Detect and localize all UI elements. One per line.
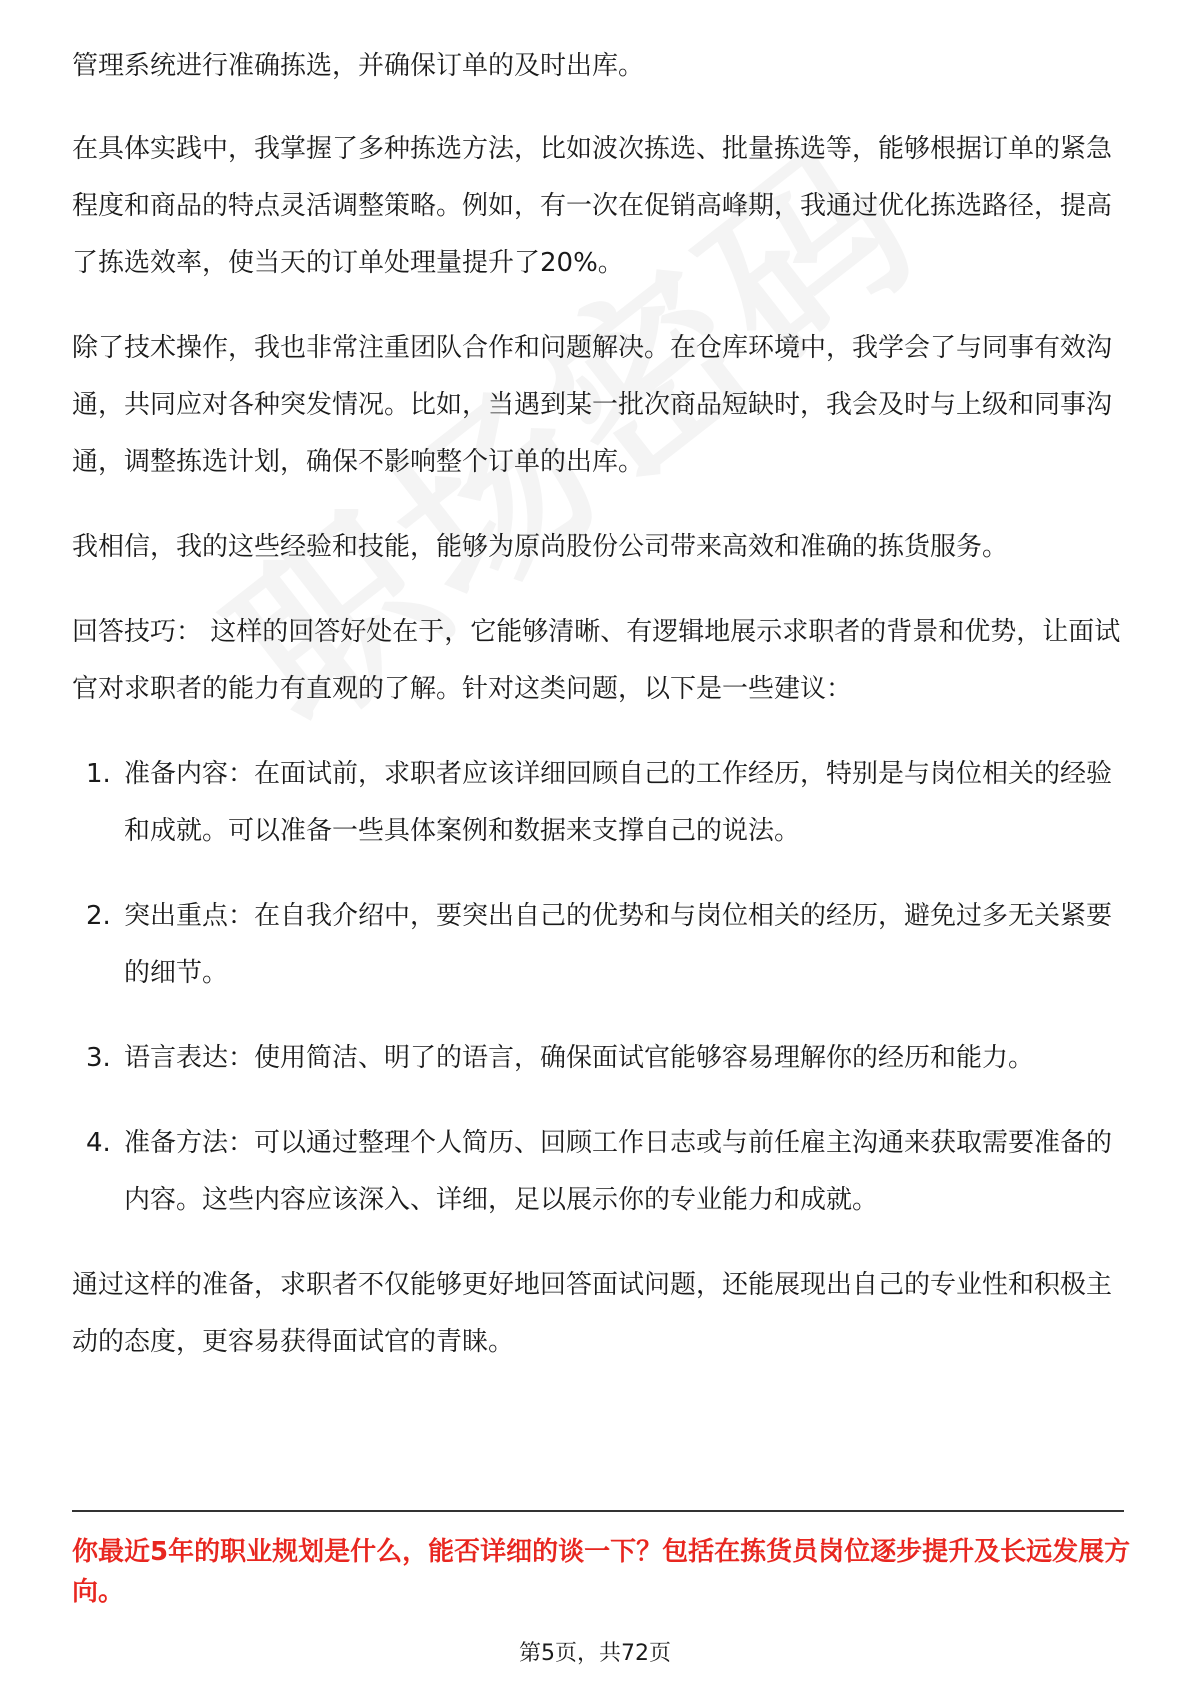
paragraph-intro-tail: 管理系统进行准确拣选，并确保订单的及时出库。 [72, 51, 645, 81]
tips-item-text: 准备内容：在面试前，求职者应该详细回顾自己的工作经历，特别是与岗位相关的经验和成就。可以准备一些具体案例和数据来支撑自己的说法。 [124, 759, 1113, 846]
tips-item-text: 准备方法：可以通过整理个人简历、回顾工作日志或与前任雇主沟通来获取需要准备的内容。这些内容应该深入、详细，足以展示你的专业能力和成就。 [124, 1128, 1113, 1215]
tips-item-number: 1. [86, 759, 111, 789]
section-divider [72, 1510, 1124, 1512]
paragraph-teamwork: 除了技术操作，我也非常注重团队合作和问题解决。在仓库环境中，我学会了与同事有效沟通，共同应对各种突发情况。比如，当遇到某一批次商品短缺时，我会及时与上级和同事沟通，调整拣选计划，确保不影响整个订单的出库。 [72, 333, 1113, 477]
page-number-footer: 第5页，共72页 [519, 1641, 671, 1666]
paragraph-practice: 在具体实践中，我掌握了多种拣选方法，比如波次拣选、批量拣选等，能够根据订单的紧急程度和商品的特点灵活调整策略。例如，有一次在促销高峰期，我通过优化拣选路径，提高了拣选效率，使当天的订单处理量提升了20%。 [72, 134, 1113, 278]
tips-list-item [72, 1030, 1122, 1087]
next-question-heading: 你最近5年的职业规划是什么，能否详细的谈一下？包括在拣货员岗位逐步提升及长远发展方向。 [72, 1537, 1131, 1607]
tips-item-number: 4. [86, 1128, 111, 1158]
tips-list-item [72, 1115, 1122, 1229]
tips-list-item [72, 888, 1122, 1002]
paragraph-belief: 我相信，我的这些经验和技能，能够为原尚股份公司带来高效和准确的拣货服务。 [72, 532, 1009, 562]
tips-item-number: 3. [86, 1043, 111, 1073]
paragraph-answer-tips: 回答技巧： 这样的回答好处在于，它能够清晰、有逻辑地展示求职者的背景和优势，让面试官对求职者的能力有直观的了解。针对这类问题，以下是一些建议： [72, 617, 1121, 704]
tips-item-text: 突出重点：在自我介绍中，要突出自己的优势和与岗位相关的经历，避免过多无关紧要的细节。 [124, 901, 1113, 988]
document-body [72, 38, 1122, 1399]
tips-list [72, 746, 1122, 1229]
tips-item-number: 2. [86, 901, 111, 931]
tips-item-text: 语言表达：使用简洁、明了的语言，确保面试官能够容易理解你的经历和能力。 [124, 1043, 1035, 1073]
tips-list-item [72, 746, 1122, 860]
paragraph-closing: 通过这样的准备，求职者不仅能够更好地回答面试问题，还能展现出自己的专业性和积极主动的态度，更容易获得面试官的青睐。 [72, 1270, 1113, 1357]
